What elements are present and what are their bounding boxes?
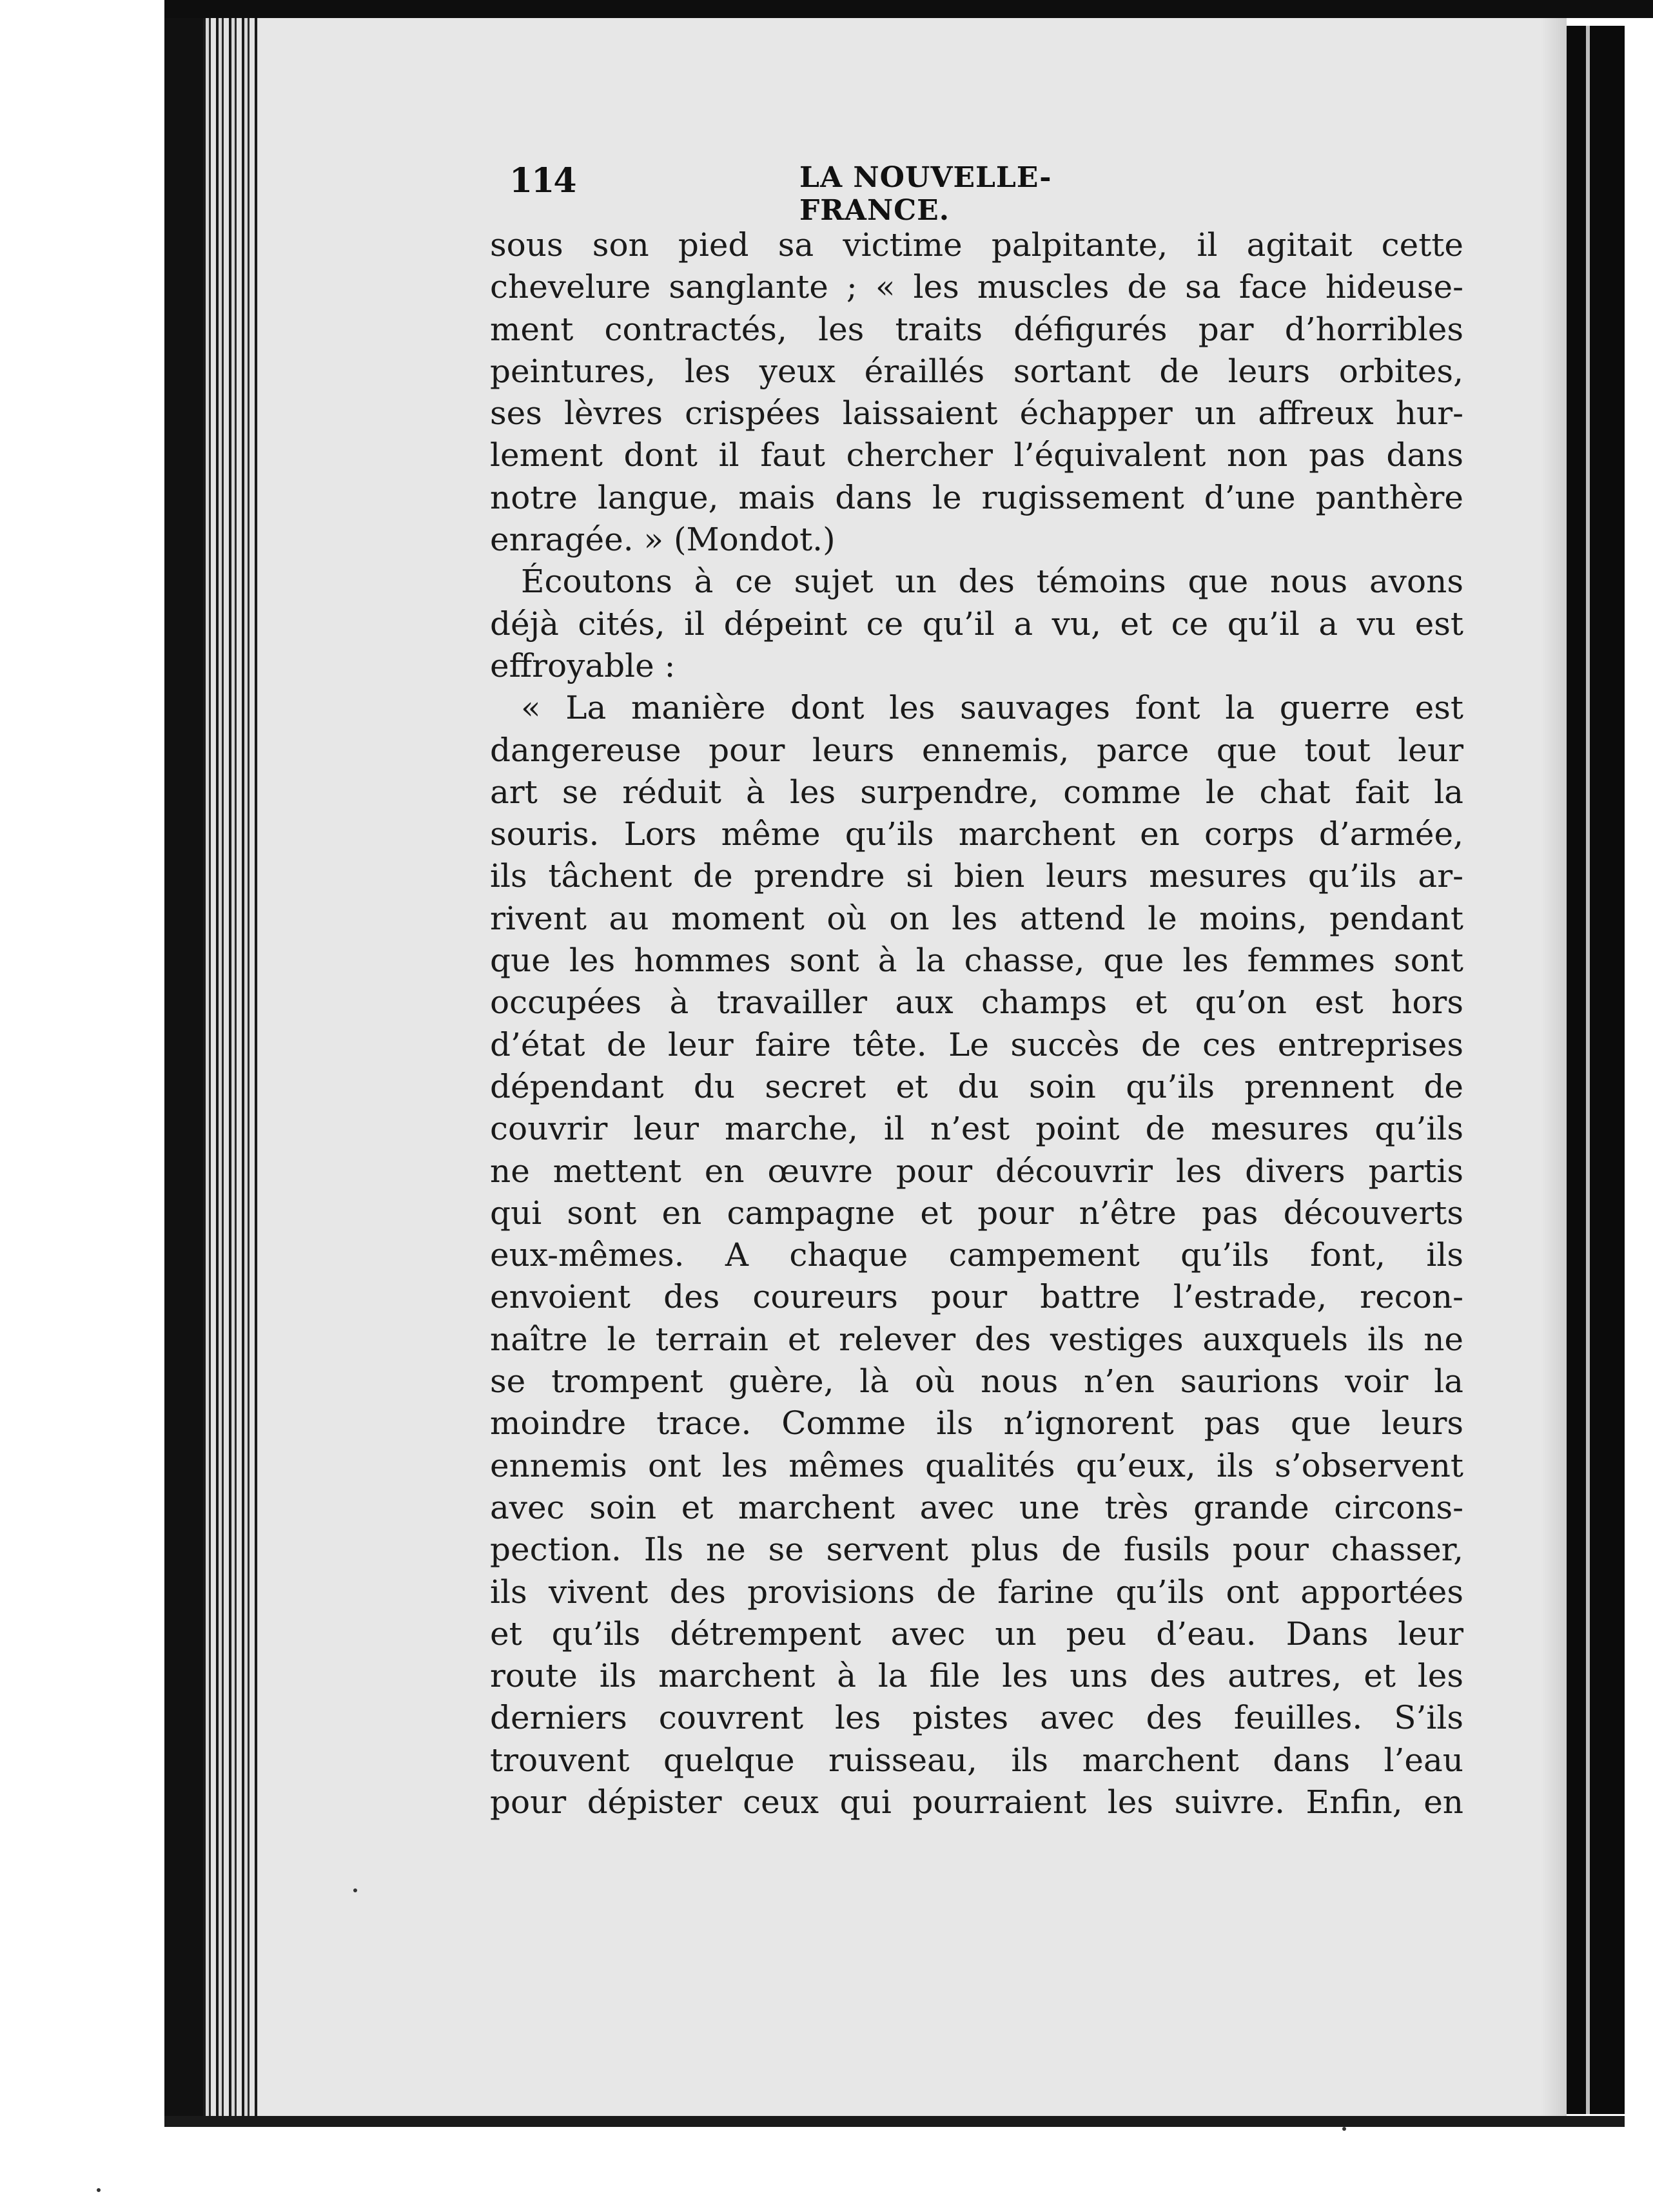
text-line: ment contractés, les traits défigurés par d’horribles bbox=[490, 310, 1463, 348]
scan-border-right bbox=[1567, 26, 1625, 2114]
scan-speck bbox=[97, 2188, 101, 2192]
text-line: d’état de leur faire tête. Le succès de ces entreprises bbox=[490, 1025, 1463, 1063]
scan-border-top bbox=[164, 0, 1653, 18]
page-number: 114 bbox=[509, 161, 576, 200]
text-line: ennemis ont les mêmes qualités qu’eux, ils s’observent bbox=[490, 1446, 1463, 1484]
text-line: eux-mêmes. A chaque campement qu’ils font, ils bbox=[490, 1236, 1463, 1274]
text-line: ne mettent en œuvre pour découvrir les divers partis bbox=[490, 1152, 1463, 1190]
text-line: lement dont il faut chercher l’équivalent non pas dans bbox=[490, 436, 1463, 474]
text-line: « La manière dont les sauvages font la guerre est bbox=[521, 689, 1463, 727]
text-line: déjà cités, il dépeint ce qu’il a vu, et ce qu’il a vu est bbox=[490, 605, 1463, 643]
text-line: occupées à travailler aux champs et qu’on est hors bbox=[490, 984, 1463, 1022]
text-line: pour dépister ceux qui pourraient les suivre. Enfin, en bbox=[490, 1783, 1463, 1821]
text-line: avec soin et marchent avec une très grande circons- bbox=[490, 1488, 1463, 1526]
text-line: sous son pied sa victime palpitante, il agitait cette bbox=[490, 226, 1463, 264]
text-line: naître le terrain et relever des vestiges auxquels ils ne bbox=[490, 1320, 1463, 1358]
scan-speck bbox=[1342, 2127, 1346, 2131]
book-spine-left bbox=[164, 0, 203, 2127]
text-line: pection. Ils ne se servent plus de fusils pour chasser, bbox=[490, 1531, 1463, 1569]
text-line: enragée. » (Mondot.) bbox=[490, 521, 836, 559]
text-line: Écoutons à ce sujet un des témoins que nous avons bbox=[521, 563, 1463, 601]
text-line: dangereuse pour leurs ennemis, parce que tout leur bbox=[490, 731, 1463, 769]
text-line: art se réduit à les surpendre, comme le chat fait la bbox=[490, 773, 1463, 811]
body-text bbox=[490, 224, 1463, 1823]
text-line: moindre trace. Comme ils n’ignorent pas que leurs bbox=[490, 1404, 1463, 1442]
text-line: que les hommes sont à la chasse, que les femmes sont bbox=[490, 942, 1463, 980]
text-line: trouvent quelque ruisseau, ils marchent dans l’eau bbox=[490, 1741, 1463, 1779]
text-line: ils tâchent de prendre si bien leurs mesures qu’ils ar- bbox=[490, 857, 1463, 895]
page-rim-right bbox=[1586, 26, 1590, 2114]
text-line: effroyable : bbox=[490, 646, 676, 684]
running-header bbox=[509, 161, 1186, 227]
text-line: rivent au moment où on les attend le moins, pendant bbox=[490, 899, 1463, 937]
scan-border-bottom bbox=[164, 2116, 1625, 2127]
text-line: ils vivent des provisions de farine qu’ils ont apportées bbox=[490, 1573, 1463, 1611]
text-line: route ils marchent à la file les uns des autres, et les bbox=[490, 1657, 1463, 1695]
text-line: notre langue, mais dans le rugissement d’une panthère bbox=[490, 478, 1463, 516]
text-line: qui sont en campagne et pour n’être pas découverts bbox=[490, 1194, 1463, 1232]
text-line: derniers couvrent les pistes avec des feuilles. S’ils bbox=[490, 1699, 1463, 1737]
text-line: envoient des coureurs pour battre l’estrade, recon- bbox=[490, 1278, 1463, 1316]
running-title: LA NOUVELLE-FRANCE. bbox=[799, 161, 1052, 227]
text-line: souris. Lors même qu’ils marchent en corps d’armée, bbox=[490, 815, 1463, 853]
text-line: couvrir leur marche, il n’est point de mesures qu’ils bbox=[490, 1110, 1463, 1148]
text-line: se trompent guère, là où nous n’en saurions voir la bbox=[490, 1363, 1463, 1401]
text-line: dépendant du secret et du soin qu’ils prennent de bbox=[490, 1067, 1463, 1105]
text-line: ses lèvres crispées laissaient échapper un affreux hur- bbox=[490, 394, 1463, 432]
text-line: peintures, les yeux éraillés sortant de leurs orbites, bbox=[490, 352, 1463, 390]
text-line: chevelure sanglante ; « les muscles de sa face hideuse- bbox=[490, 268, 1463, 306]
page-gutter-shadow bbox=[1541, 18, 1567, 2116]
text-line: et qu’ils détrempent avec un peu d’eau. Dans leur bbox=[490, 1615, 1463, 1653]
scan-speck bbox=[353, 1888, 357, 1892]
